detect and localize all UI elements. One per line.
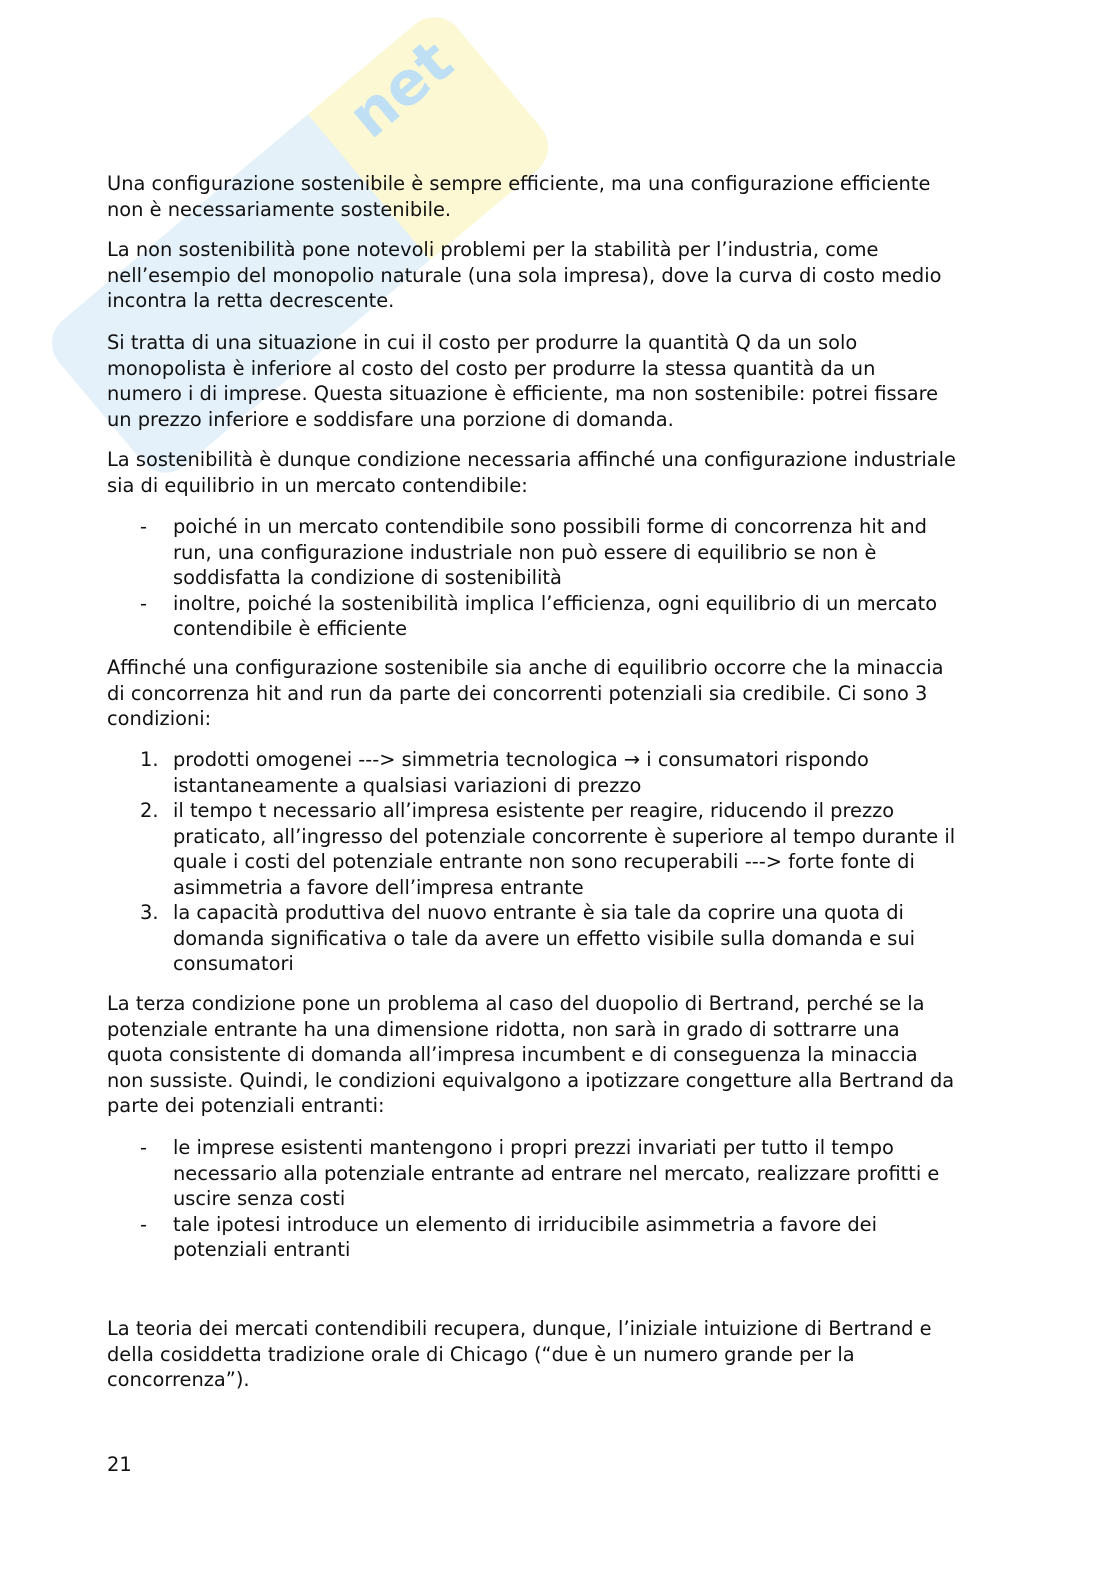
text-line: il tempo t necessario all’impresa esistente per reagire, riducendo il prezzo [173, 799, 895, 822]
text-line: poiché in un mercato contendibile sono possibili forme di concorrenza hit and [173, 515, 927, 538]
text-line: La teoria dei mercati contendibili recupera, dunque, l’iniziale intuizione di Bertrand e [107, 1317, 932, 1340]
list-item [107, 900, 955, 977]
text-line: run, una configurazione industriale non può essere di equilibrio se non è [173, 540, 877, 564]
bullet-list [107, 514, 937, 642]
text-line: della cosiddetta tradizione orale di Chicago (“due è un numero grande per la [107, 1342, 855, 1366]
text-line: tale ipotesi introduce un elemento di irriducibile asimmetria a favore dei [173, 1212, 877, 1236]
text-line: soddisfatta la condizione di sostenibilità [173, 566, 562, 589]
list-marker: 2. [140, 799, 159, 822]
list-item [107, 1135, 939, 1212]
text-line: incontra la retta decrescente. [107, 289, 395, 312]
text-line: sia di equilibrio in un mercato contendibile: [107, 473, 528, 497]
watermark-text: net [335, 26, 467, 153]
text-line: le imprese esistenti mantengono i propri prezzi invariati per tutto il tempo [173, 1136, 894, 1159]
text-line: Si tratta di una situazione in cui il costo per produrre la quantità Q da un solo [107, 331, 858, 354]
list-item [107, 1212, 939, 1263]
page-number: 21 [107, 1453, 132, 1476]
list-item [107, 514, 937, 591]
list-marker: - [140, 1212, 147, 1236]
text-line: un prezzo inferiore e soddisfare una porzione di domanda. [107, 407, 674, 431]
list-marker: 3. [140, 901, 159, 924]
text-line: potenziali entranti [173, 1238, 351, 1261]
list-item [107, 591, 937, 642]
list-marker: - [140, 591, 147, 615]
paragraph [107, 171, 930, 222]
text-line: inoltre, poiché la sostenibilità implica l’efficienza, ogni equilibrio di un mercato [173, 591, 938, 615]
text-line: consumatori [173, 952, 294, 975]
text-line: necessario alla potenziale entrante ad entrare nel mercato, realizzare profitti e [173, 1161, 940, 1185]
text-line: numero i di imprese. Questa situazione è efficiente, ma non sostenibile: potrei fissare [107, 382, 939, 405]
paragraph [107, 655, 944, 732]
text-line: nell’esempio del monopolio naturale (una sola impresa), dove la curva di costo medio [107, 263, 942, 287]
text-line: non è necessariamente sostenibile. [107, 197, 452, 221]
text-line: non sussiste. Quindi, le condizioni equivalgono a ipotizzare congetture alla Bertrand da [107, 1068, 955, 1092]
text-line: concorrenza”). [107, 1368, 250, 1391]
list-marker: - [140, 1136, 147, 1159]
numbered-list [107, 747, 955, 977]
bullet-list [107, 1135, 939, 1263]
paragraph [107, 447, 956, 498]
text-line: prodotti omogenei ---> simmetria tecnologica → i consumatori rispondo [173, 748, 869, 771]
text-line: quota consistente di domanda all’impresa incumbent e di conseguenza la minaccia [107, 1043, 918, 1066]
text-line: domanda significativa o tale da avere un effetto visibile sulla domanda e sui [173, 926, 916, 950]
text-line: uscire senza costi [173, 1187, 346, 1210]
text-line: quale i costi del potenziale entrante non sono recuperabili ---> forte fonte di [173, 850, 915, 873]
text-line: praticato, all’ingresso del potenziale concorrente è superiore al tempo durante il [173, 824, 956, 848]
text-line: La non sostenibilità pone notevoli problemi per la stabilità per l’industria, come [107, 238, 879, 261]
text-line: monopolista è inferiore al costo del costo per produrre la stessa quantità da un [107, 356, 876, 380]
text-line: contendibile è efficiente [173, 617, 408, 640]
text-line: condizioni: [107, 707, 212, 730]
paragraph [107, 991, 954, 1119]
list-marker: 1. [140, 748, 159, 771]
text-line: di concorrenza hit and run da parte dei concorrenti potenziali sia credibile. Ci sono 3 [107, 681, 928, 705]
text-line: asimmetria a favore dell’impresa entrante [173, 875, 584, 899]
text-line: istantaneamente a qualsiasi variazioni di prezzo [173, 773, 642, 797]
text-line: potenziale entrante ha una dimensione ridotta, non sarà in grado di sottrarre una [107, 1017, 900, 1041]
text-line: Una configurazione sostenibile è sempre efficiente, ma una configurazione efficiente [107, 172, 931, 195]
paragraph [107, 330, 938, 432]
text-line: La sostenibilità è dunque condizione necessaria affinché una configurazione industriale [107, 448, 956, 471]
text-line: Affinché una configurazione sostenibile sia anche di equilibrio occorre che la minaccia [107, 656, 944, 679]
list-item [107, 747, 955, 798]
text-line: parte dei potenziali entranti: [107, 1094, 385, 1117]
list-marker: - [140, 515, 147, 538]
list-item [107, 798, 955, 900]
text-line: la capacità produttiva del nuovo entrante è sia tale da coprire una quota di [173, 901, 904, 924]
paragraph [107, 1316, 932, 1393]
paragraph [107, 237, 941, 314]
text-line: La terza condizione pone un problema al caso del duopolio di Bertrand, perché se la [107, 992, 925, 1015]
